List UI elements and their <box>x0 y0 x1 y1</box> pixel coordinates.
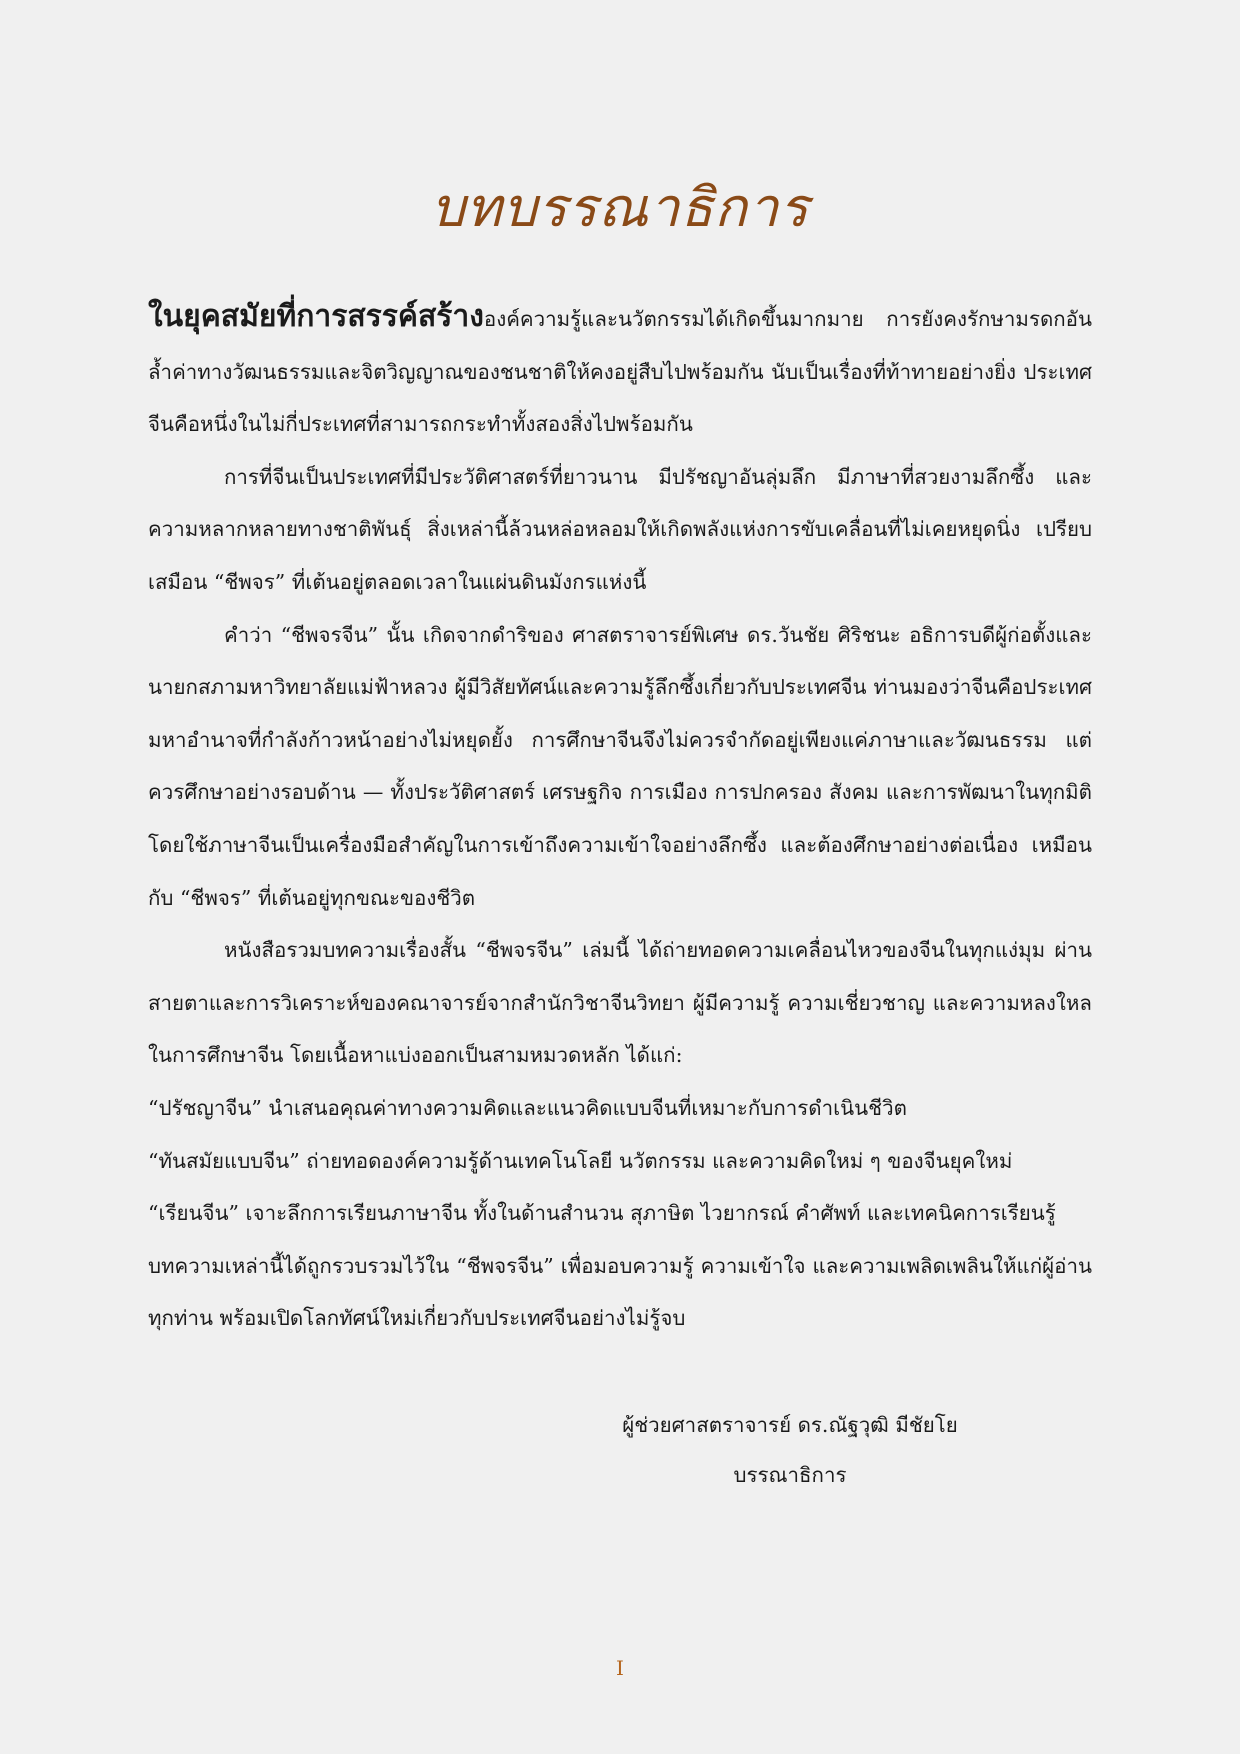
paragraph-origin: คำว่า “ชีพจรจีน” นั้น เกิดจากดำริของ ศาสตราจารย์พิเศษ ดร.วันชัย ศิริชนะ อธิการบดีผู้ก่อตั้งและนายกสภามหาวิทยาลัยแม่ฟ้าหลวง ผู้มีวิสัยทัศน์และความรู้ลึกซึ้งเกี่ยวกับประเทศจีน ท่านมองว่าจีนคือประเทศมหาอำนาจที่กำลังก้าวหน้าอย่างไม่หยุดยั้ง การศึกษาจีนจึงไม่ควรจำกัดอยู่เพียงแค่ภาษาและวัฒนธรรม แต่ควรศึกษาอย่างรอบด้าน — ทั้งประวัติศาสตร์ เศรษฐกิจ การเมือง การปกครอง สังคม และการพัฒนาในทุกมิติ โดยใช้ภาษาจีนเป็นเครื่องมือสำคัญในการเข้าถึงความเข้าใจอย่างลึกซึ้ง และต้องศึกษาอย่างต่อเนื่อง เหมือนกับ “ชีพจร” ที่เต้นอยู่ทุกขณะของชีวิต <box>148 622 1092 910</box>
page-number: I <box>616 1656 624 1680</box>
editorial-body <box>148 291 1092 1345</box>
signature-block <box>560 1400 1020 1500</box>
category-item-philosophy: “ปรัชญาจีน” นำเสนอคุณค่าทางความคิดและแนวคิดแบบจีนที่เหมาะกับการดำเนินชีวิต <box>148 1095 907 1120</box>
editor-role: บรรณาธิการ <box>733 1463 847 1487</box>
intro-text: องค์ความรู้และนวัตกรรมได้เกิดขึ้นมากมาย การยังคงรักษามรดกอันล้ำค่าทางวัฒนธรรมและจิตวิญญาณของชนชาติให้คงอยู่สืบไปพร้อมกัน นับเป็นเรื่องที่ท้าทายอย่างยิ่ง ประเทศจีนคือหนึ่งในไม่กี่ประเทศที่สามารถกระทำทั้งสองสิ่งไปพร้อมกัน <box>148 307 1092 437</box>
page-title: บทบรรณาธิการ <box>430 176 810 239</box>
closing-paragraph: บทความเหล่านี้ได้ถูกรวบรวมไว้ใน “ชีพจรจีน” เพื่อมอบความรู้ ความเข้าใจ และความเพลิดเพลินให้แก่ผู้อ่านทุกท่าน พร้อมเปิดโลกทัศน์ใหม่เกี่ยวกับประเทศจีนอย่างไม่รู้จบ <box>148 1253 1092 1331</box>
paragraph-history: การที่จีนเป็นประเทศที่มีประวัติศาสตร์ที่ยาวนาน มีปรัชญาอันลุ่มลึก มีภาษาที่สวยงามลึกซึ้ง และความหลากหลายทางชาติพันธุ์ สิ่งเหล่านี้ล้วนหล่อหลอมให้เกิดพลังแห่งการขับเคลื่อนที่ไม่เคยหยุดนิ่ง เปรียบเสมือน “ชีพจร” ที่เต้นอยู่ตลอดเวลาในแผ่นดินมังกรแห่งนี้ <box>148 464 1092 594</box>
category-item-modern: “ทันสมัยแบบจีน” ถ่ายทอดองค์ความรู้ด้านเทคโนโลยี นวัตกรรม และความคิดใหม่ ๆ ของจีนยุคใหม่ <box>148 1148 1013 1173</box>
editor-name: ผู้ช่วยศาสตราจารย์ ดร.ณัฐวุฒิ มีชัยโย <box>622 1413 958 1437</box>
intro-paragraph <box>148 291 1092 451</box>
intro-lead-phrase: ในยุคสมัยที่การสรรค์สร้าง <box>148 299 484 334</box>
paragraph-book: หนังสือรวมบทความเรื่องสั้น “ชีพจรจีน” เล่มนี้ ได้ถ่ายทอดความเคลื่อนไหวของจีนในทุกแง่มุม ผ่านสายตาและการวิเคราะห์ของคณาจารย์จากสำนักวิชาจีนวิทยา ผู้มีความรู้ ความเชี่ยวชาญ และความหลงใหลในการศึกษาจีน โดยเนื้อหาแบ่งออกเป็นสามหมวดหลัก ได้แก่: <box>148 938 1092 1068</box>
category-item-learning: “เรียนจีน” เจาะลึกการเรียนภาษาจีน ทั้งในด้านสำนวน สุภาษิต ไวยากรณ์ คำศัพท์ และเทคนิคการเรียนรู้ <box>148 1201 1056 1226</box>
